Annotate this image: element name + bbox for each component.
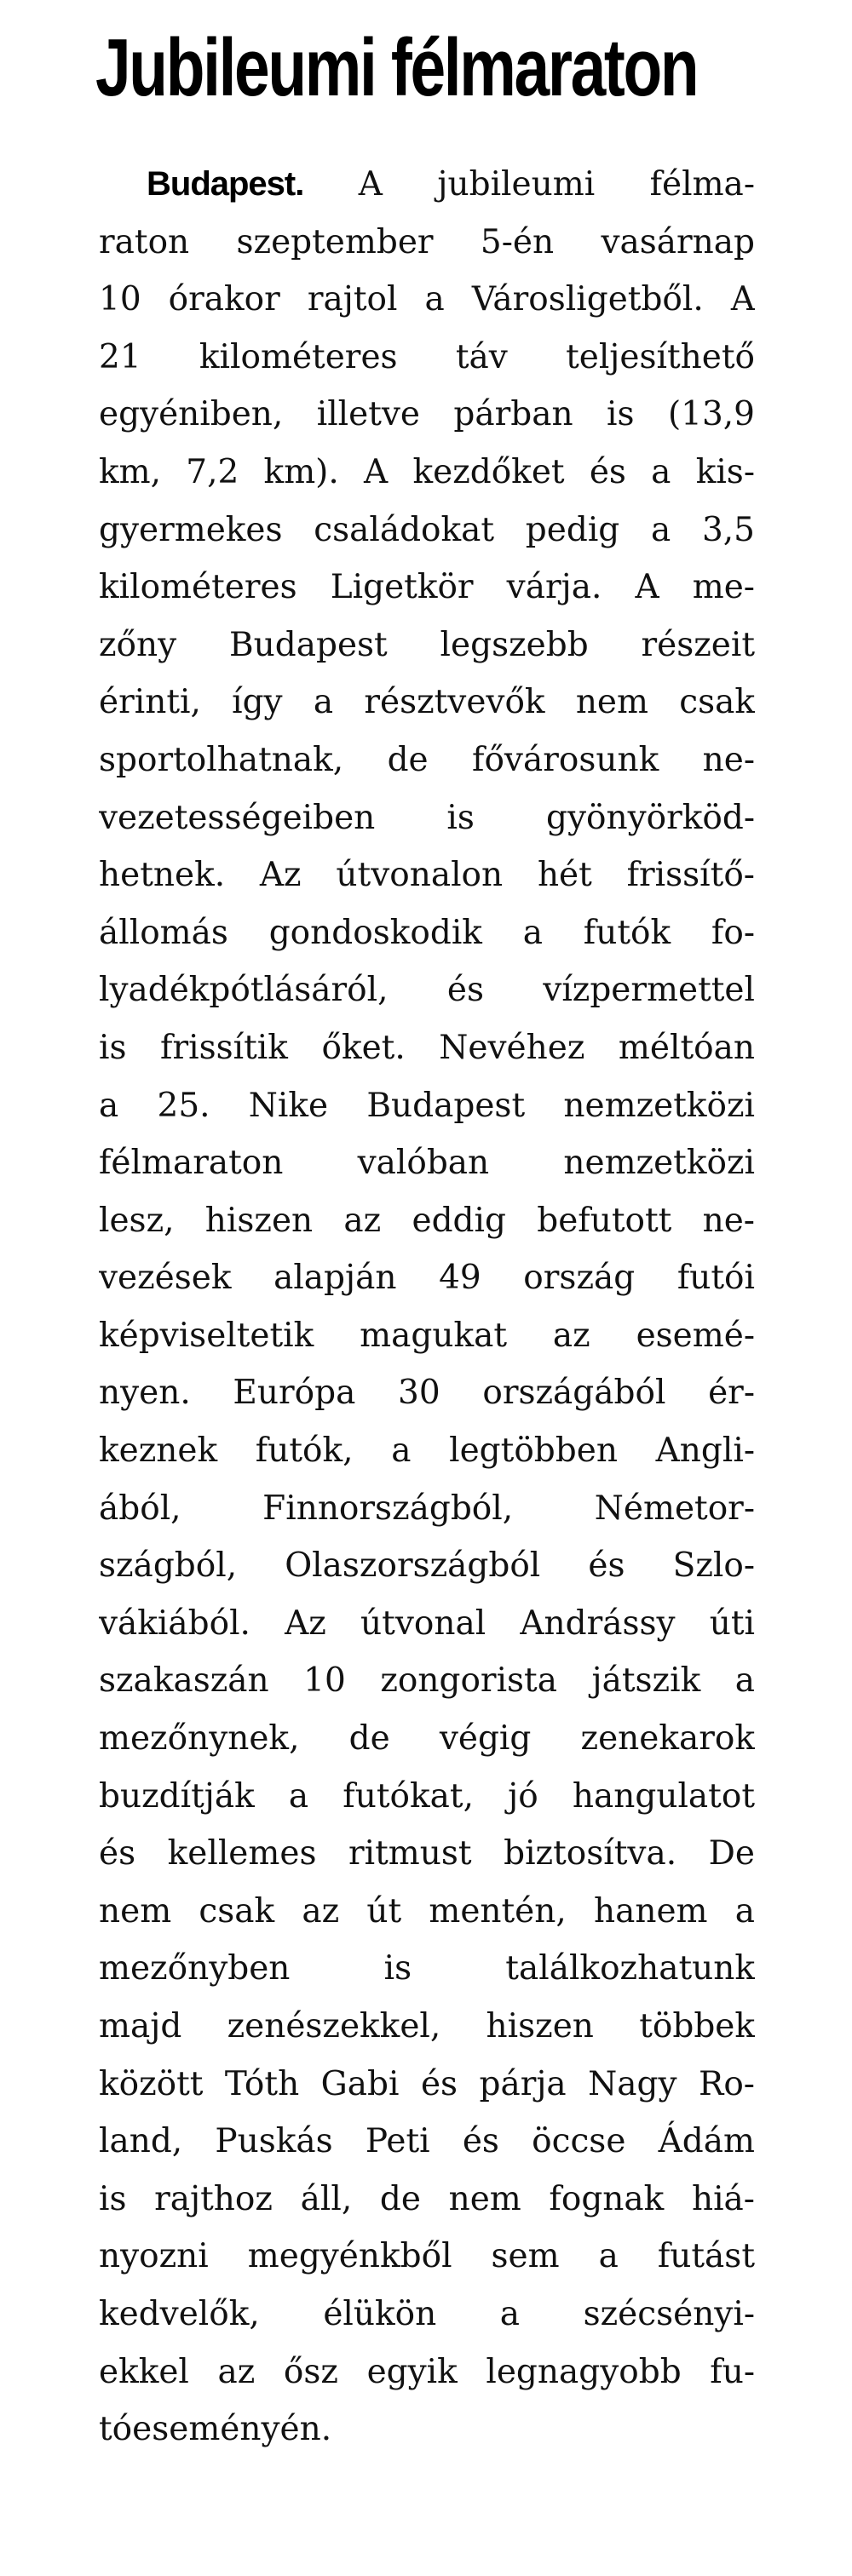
article-line xyxy=(99,904,755,962)
article-line-text: A jubileumi félma- xyxy=(358,165,755,204)
article-line-text: land, Puskás Peti és öccse Ádám xyxy=(99,2122,755,2161)
article-line xyxy=(99,731,755,789)
article-line-text: és kellemes ritmust biztosítva. De xyxy=(99,1834,755,1873)
article-line-text: lyadékpótlásáról, és vízpermettel xyxy=(99,971,755,1010)
article-line xyxy=(99,1077,755,1135)
article-line-text: vákiából. Az útvonal Andrássy úti xyxy=(99,1604,755,1643)
article-line-text: állomás gondoskodik a futók fo- xyxy=(99,913,755,952)
article-line xyxy=(99,156,755,214)
article-line xyxy=(99,1480,755,1538)
article-line xyxy=(99,1422,755,1480)
article-line-text: mezőnynek, de végig zenekarok xyxy=(99,1719,755,1758)
article-line xyxy=(99,2401,755,2458)
article-line-text: lesz, hiszen az eddig befutott ne- xyxy=(99,1201,755,1240)
article-line-text: 10 órakor rajtol a Városligetből. A xyxy=(99,280,755,319)
article-line-text: nyen. Európa 30 országából ér- xyxy=(99,1374,755,1413)
article-line-text: egyéniben, illetve párban is (13,9 xyxy=(99,395,755,434)
article-line-text: keznek futók, a legtöbben Angli- xyxy=(99,1431,755,1471)
article-line-text: között Tóth Gabi és párja Nagy Ro- xyxy=(99,2064,755,2103)
article-line-text: vezések alapján 49 ország futói xyxy=(99,1259,755,1298)
article-line xyxy=(99,1768,755,1826)
headline: Jubileumi félmaraton xyxy=(95,22,698,113)
article-line xyxy=(99,1249,755,1307)
article-line xyxy=(99,214,755,272)
article-line xyxy=(99,444,755,502)
article-line xyxy=(99,674,755,731)
article-line-text: 21 kilométeres táv teljesíthető xyxy=(99,337,755,376)
article-line-text: zőny Budapest legszebb részeit xyxy=(99,625,755,664)
article-line-text: majd zenészekkel, hiszen többek xyxy=(99,2007,755,2045)
dateline: Budapest. xyxy=(147,165,304,203)
article-line xyxy=(99,1364,755,1422)
article-line xyxy=(99,2056,755,2114)
article-line-text: nyozni megyénkből sem a futást xyxy=(99,2237,755,2276)
article-line-text: km, 7,2 km). A kezdőket és a kis- xyxy=(99,452,755,491)
article-line xyxy=(99,502,755,559)
article-line-text: kilométeres Ligetkör várja. A me- xyxy=(99,568,755,607)
article-line xyxy=(99,271,755,329)
article-line-text: nem csak az út mentén, hanem a xyxy=(99,1891,755,1931)
article-line xyxy=(99,789,755,847)
article-line-text: szágból, Olaszországból és Szlo- xyxy=(99,1546,755,1586)
article-line-text: is rajthoz áll, de nem fognak hiá- xyxy=(99,2179,755,2218)
article-body xyxy=(99,156,755,2458)
article-line xyxy=(99,2171,755,2229)
article-line xyxy=(99,1652,755,1710)
article-line xyxy=(99,2228,755,2286)
article-line xyxy=(99,2113,755,2171)
article-line xyxy=(99,1307,755,1365)
article-line xyxy=(99,1883,755,1941)
article-line-text: ekkel az ősz egyik legnagyobb fu- xyxy=(99,2352,755,2391)
article-line-text: sportolhatnak, de fővárosunk ne- xyxy=(99,740,755,779)
article-line xyxy=(99,617,755,674)
article-line xyxy=(99,1192,755,1250)
article-line-text: kedvelők, élükön a szécsényi- xyxy=(99,2294,755,2333)
article-line-text: tóeseményén. xyxy=(99,2410,332,2449)
article-line-text: vezetességeiben is gyönyörköd- xyxy=(99,798,755,837)
article-line-text: félmaraton valóban nemzetközi xyxy=(99,1144,755,1183)
article-line xyxy=(99,1595,755,1653)
article-line-text: buzdítják a futókat, jó hangulatot xyxy=(99,1776,755,1816)
article-line-text: a 25. Nike Budapest nemzetközi xyxy=(99,1086,755,1125)
article-line xyxy=(99,2344,755,2401)
article-line-text: gyermekes családokat pedig a 3,5 xyxy=(99,510,755,549)
article-line xyxy=(99,559,755,617)
article-line xyxy=(99,1710,755,1768)
article-line-text: mezőnyben is találkozhatunk xyxy=(99,1949,755,1988)
article-line xyxy=(99,961,755,1019)
article-line xyxy=(99,1019,755,1077)
article-line xyxy=(99,1940,755,1998)
article-line-text: ából, Finnországból, Németor- xyxy=(99,1489,755,1528)
article-line-text: szakaszán 10 zongorista játszik a xyxy=(99,1661,755,1701)
article-line-text: hetnek. Az útvonalon hét frissítő- xyxy=(99,856,755,895)
article-line-text: érinti, így a résztvevők nem csak xyxy=(99,683,755,722)
article-line xyxy=(99,1134,755,1192)
article-line xyxy=(99,1537,755,1595)
article-line xyxy=(99,329,755,387)
article-line xyxy=(99,2286,755,2344)
article-line xyxy=(99,846,755,904)
article-line xyxy=(99,386,755,444)
article-line-text: is frissítik őket. Nevéhez méltóan xyxy=(99,1028,755,1067)
article-line xyxy=(99,1998,755,2056)
article-line-text: raton szeptember 5-én vasárnap xyxy=(99,222,755,261)
article-line-text: képviseltetik magukat az esemé- xyxy=(99,1316,755,1355)
article-line xyxy=(99,1825,755,1883)
